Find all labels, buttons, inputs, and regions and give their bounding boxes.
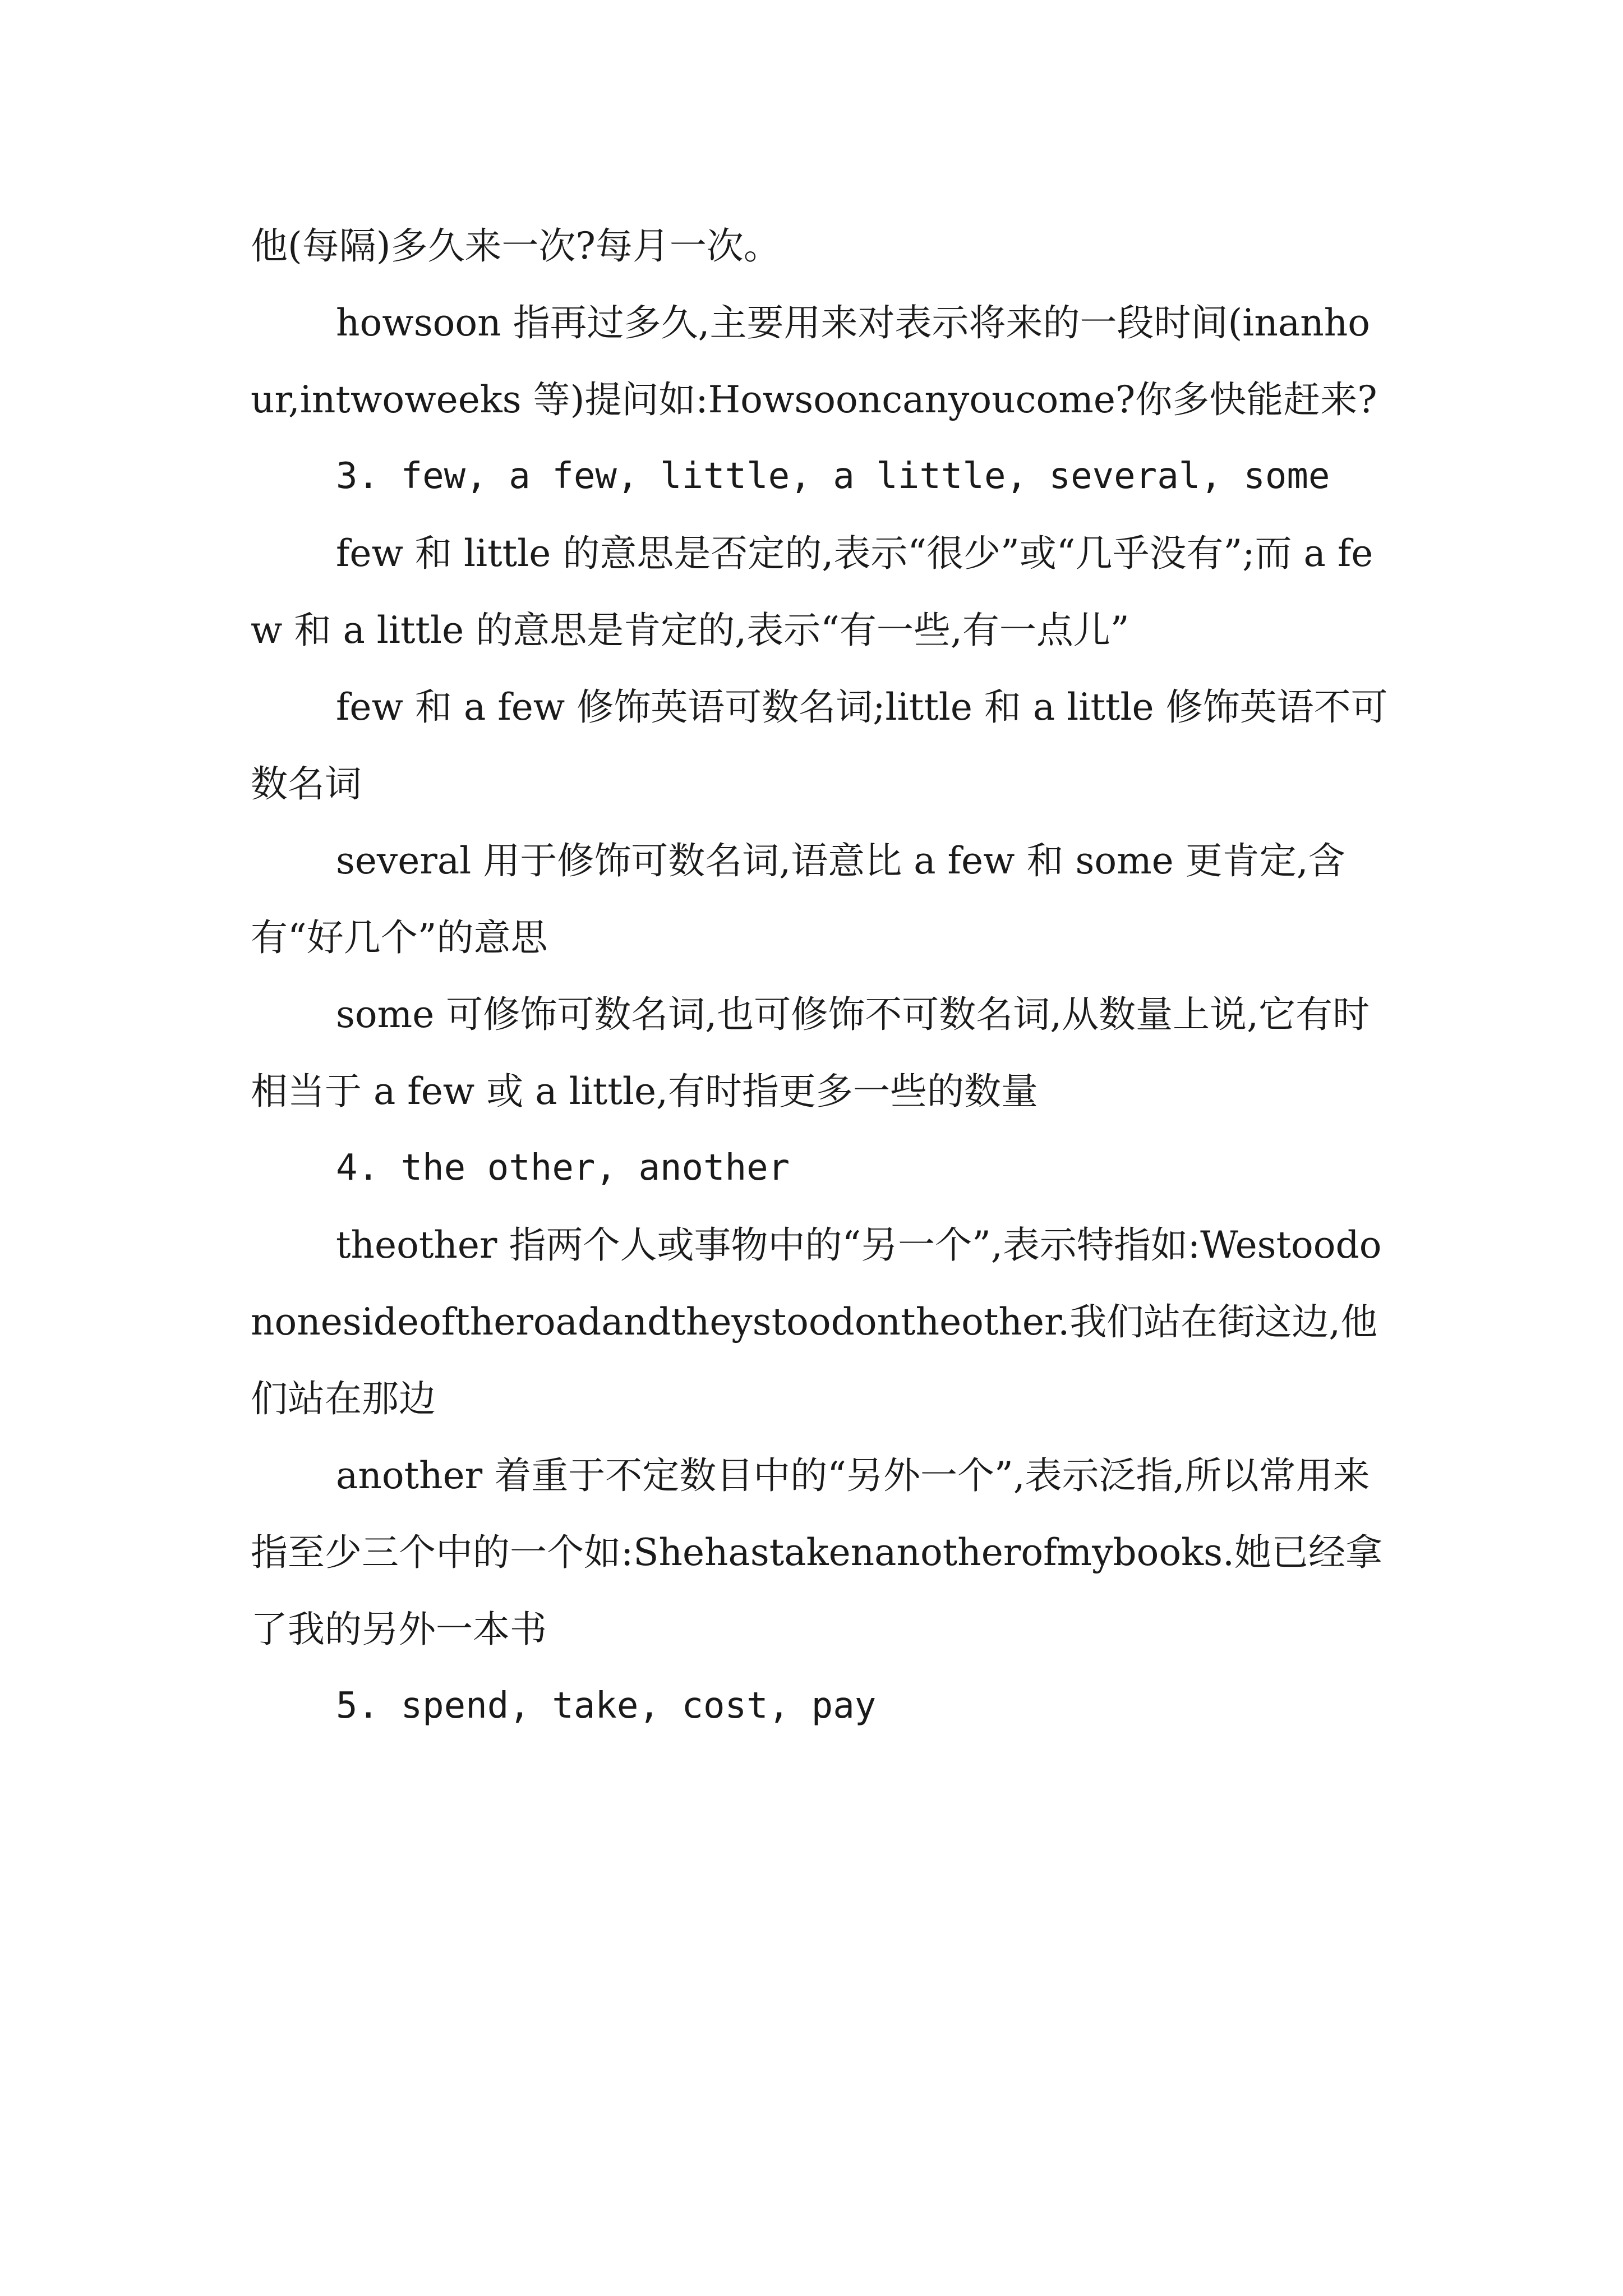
paragraph-the-other: theother 指两个人或事物中的“另一个”,表示特指如:Westoodononesideoftheroadandtheystoodontheother.我们站在街这边,他们站在那边	[251, 1223, 1382, 1420]
section-heading-4: 4. the other, another	[336, 1147, 790, 1189]
document-body	[251, 208, 1389, 1745]
paragraph-few-little-usage: few 和 a few 修饰英语可数名词;little 和 a little 修饰英语不可数名词	[251, 685, 1388, 806]
paragraph-another: another 着重于不定数目中的“另外一个”,表示泛指,所以常用来指至少三个中的一个如:Shehastakenanotherofmybooks.她已经拿了我的另外一本书	[251, 1454, 1382, 1651]
paragraph-howsoon: howsoon 指再过多久,主要用来对表示将来的一段时间(inanhour,intwoweeks 等)提问如:Howsooncanyoucome?你多快能赶来?	[251, 301, 1377, 421]
paragraph-few-little-meaning: few 和 little 的意思是否定的,表示“很少”或“几乎没有”;而 a few 和 a little 的意思是肯定的,表示“有一些,有一点儿”	[251, 532, 1373, 652]
section-heading-3: 3. few, a few, little, a little, several, some	[336, 455, 1330, 497]
paragraph-several: several 用于修饰可数名词,语意比 a few 和 some 更肯定,含有“好几个”的意思	[251, 839, 1345, 959]
paragraph-frequency-answer: 他(每隔)多久来一次?每月一次。	[251, 224, 781, 268]
paragraph-some: some 可修饰可数名词,也可修饰不可数名词,从数量上说,它有时相当于 a few 或 a little,有时指更多一些的数量	[251, 993, 1370, 1113]
section-heading-5: 5. spend, take, cost, pay	[336, 1685, 877, 1727]
